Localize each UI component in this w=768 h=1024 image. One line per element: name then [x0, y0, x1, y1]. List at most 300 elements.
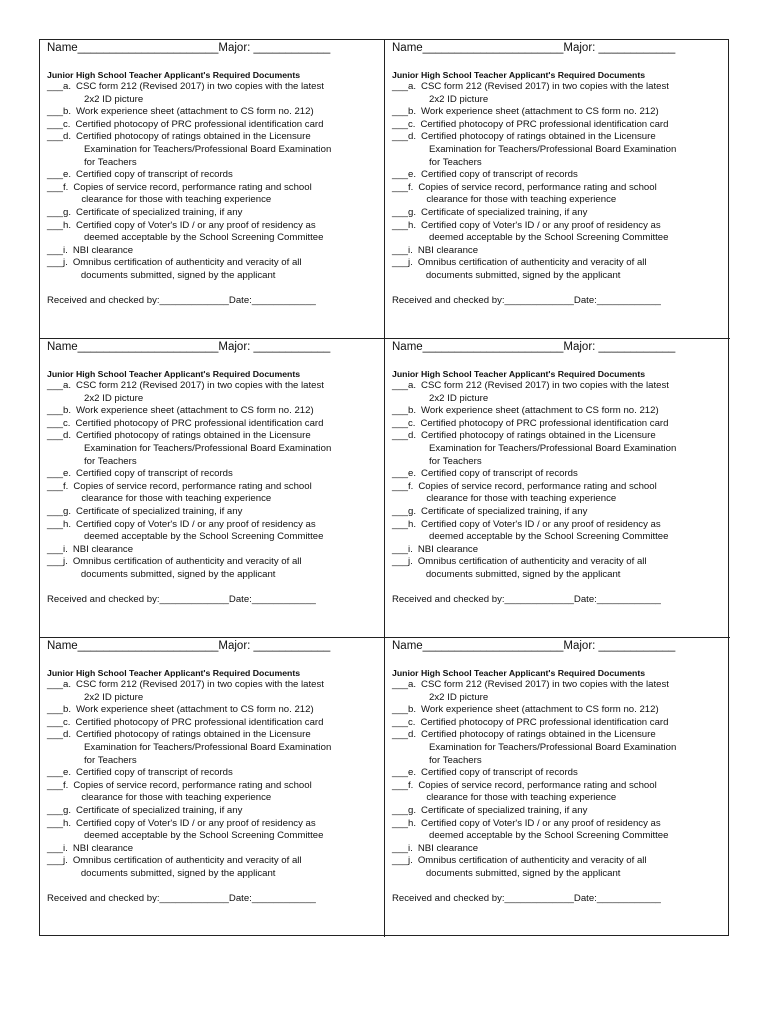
item-text-line: Copies of service record, performance rating and school: [418, 779, 657, 791]
checklist-item: [392, 679, 722, 704]
checklist-item: [392, 119, 722, 132]
item-text-line: for Teachers: [84, 455, 137, 467]
item-text-line: Examination for Teachers/Professional Board Examination: [84, 143, 332, 155]
name-field-label[interactable]: Name______________________: [392, 640, 564, 652]
item-text: [73, 843, 376, 856]
name-field-label[interactable]: Name______________________: [47, 341, 219, 353]
major-field-label[interactable]: Major: ____________: [563, 341, 676, 353]
checklist-heading: Junior High School Teacher Applicant's Required Documents: [47, 369, 301, 379]
item-text-line: CSC form 212 (Revised 2017) in two copies with the latest: [76, 81, 324, 92]
item-text: [76, 106, 376, 119]
document-checklist: [47, 81, 376, 283]
checklist-item: [392, 430, 722, 468]
item-text-line: Certified copy of Voter's ID / or any proof of residency as: [421, 219, 661, 231]
checkbox-blank[interactable]: ___g.: [47, 206, 72, 218]
item-text: [76, 468, 376, 481]
checkbox-blank[interactable]: ___h.: [47, 817, 72, 829]
item-text: [73, 855, 376, 880]
checkbox-blank[interactable]: ___c.: [47, 118, 71, 130]
checklist-item: [392, 182, 722, 207]
checklist-item: [392, 468, 722, 481]
checkbox-blank[interactable]: ___d.: [47, 729, 72, 741]
checklist-item: [47, 207, 376, 220]
checkbox-blank[interactable]: ___j.: [47, 556, 68, 568]
checkbox-blank[interactable]: ___g.: [47, 804, 72, 816]
item-text: [421, 207, 722, 220]
item-text-line: NBI clearance: [417, 244, 479, 256]
checklist-card: [40, 339, 385, 638]
item-text-line: Omnibus certification of authenticity and veracity of all: [417, 257, 647, 269]
item-text: [421, 506, 722, 519]
item-text: [76, 818, 376, 843]
item-text: [418, 257, 722, 282]
checklist-item: [47, 169, 376, 182]
item-text-line: 2x2 ID picture: [429, 93, 489, 105]
name-field-label[interactable]: Name______________________: [392, 42, 564, 54]
item-text: [421, 818, 722, 843]
item-text: [418, 556, 722, 581]
item-text-line: Examination for Teachers/Professional Board Examination: [84, 741, 332, 753]
checklist-item: [47, 818, 376, 843]
checkbox-blank[interactable]: ___e.: [392, 767, 417, 779]
checklist-item: [47, 843, 376, 856]
checklist-item: [47, 430, 376, 468]
checklist-item: [47, 506, 376, 519]
received-checked-line: [47, 594, 376, 606]
item-text: [73, 544, 376, 557]
item-text: [421, 169, 722, 182]
item-text: [76, 767, 376, 780]
received-by-label[interactable]: Received and checked by:_____________: [47, 892, 229, 904]
item-text: [76, 207, 376, 220]
received-by-label[interactable]: Received and checked by:_____________: [392, 593, 574, 605]
checkbox-blank[interactable]: ___i.: [392, 244, 413, 256]
item-text-line: Examination for Teachers/Professional Board Examination: [84, 442, 332, 454]
item-text-line: Certified copy of transcript of records: [76, 468, 233, 480]
checkbox-blank[interactable]: ___c.: [392, 716, 416, 728]
item-text-line: Work experience sheet (attachment to CS form no. 212): [421, 106, 659, 118]
item-text: [76, 729, 376, 767]
checkbox-blank[interactable]: ___d.: [47, 430, 72, 442]
item-text-line: Examination for Teachers/Professional Board Examination: [429, 741, 677, 753]
item-text: [420, 119, 722, 132]
checkbox-blank[interactable]: ___b.: [392, 405, 417, 417]
checklist-item: [47, 780, 376, 805]
checklist-item: [392, 855, 722, 880]
item-text: [421, 704, 722, 717]
item-text: [76, 131, 376, 169]
item-text: [418, 245, 722, 258]
item-text: [75, 418, 376, 431]
checklist-item: [392, 81, 722, 106]
item-text: [76, 430, 376, 468]
checklist-item: [47, 257, 376, 282]
item-text-line: documents submitted, signed by the applicant: [80, 269, 276, 281]
item-text-line: clearance for those with teaching experience: [426, 493, 617, 505]
major-field-label[interactable]: Major: ____________: [218, 42, 331, 54]
item-text-line: Certified photocopy of PRC professional identification card: [420, 417, 669, 429]
item-text-line: Certified photocopy of ratings obtained in the Licensure: [76, 131, 311, 143]
checkbox-blank[interactable]: ___i.: [392, 543, 413, 555]
checklist-item: [47, 767, 376, 780]
checklist-item: [392, 717, 722, 730]
checklist-item: [47, 468, 376, 481]
item-text-line: Examination for Teachers/Professional Board Examination: [429, 442, 677, 454]
major-field-label[interactable]: Major: ____________: [218, 640, 331, 652]
checklist-item: [47, 481, 376, 506]
item-text-line: deemed acceptable by the School Screening Committee: [84, 232, 324, 244]
item-text-line: Certified copy of Voter's ID / or any proof of residency as: [421, 518, 661, 530]
item-text-line: Certified copy of transcript of records: [421, 169, 578, 181]
item-text-line: clearance for those with teaching experience: [426, 792, 617, 804]
item-text-line: for Teachers: [84, 156, 137, 168]
item-text-line: NBI clearance: [72, 244, 134, 256]
item-text-line: Certificate of specialized training, if any: [76, 505, 243, 517]
item-text: [421, 430, 722, 468]
received-by-label[interactable]: Received and checked by:_____________: [47, 294, 229, 306]
checkbox-blank[interactable]: ___d.: [392, 729, 417, 741]
item-text-line: deemed acceptable by the School Screening Committee: [429, 232, 669, 244]
name-field-label[interactable]: Name______________________: [392, 341, 564, 353]
item-text: [421, 106, 722, 119]
item-text-line: Certified photocopy of ratings obtained in the Licensure: [421, 729, 656, 741]
item-text-line: Certificate of specialized training, if any: [421, 804, 588, 816]
checklist-item: [47, 81, 376, 106]
item-text-line: documents submitted, signed by the applicant: [80, 867, 276, 879]
checkbox-blank[interactable]: ___e.: [47, 468, 72, 480]
checkbox-blank[interactable]: ___d.: [392, 131, 417, 143]
checklist-item: [47, 119, 376, 132]
checklist-item: [47, 729, 376, 767]
checkbox-blank[interactable]: ___c.: [392, 118, 416, 130]
item-text-line: Certified copy of Voter's ID / or any proof of residency as: [421, 817, 661, 829]
checkbox-blank[interactable]: ___e.: [47, 169, 72, 181]
document-checklist: [47, 679, 376, 881]
checkbox-blank[interactable]: ___b.: [47, 106, 72, 118]
date-label[interactable]: Date:____________: [228, 294, 316, 306]
checkbox-blank[interactable]: ___f.: [392, 480, 414, 492]
item-text-line: for Teachers: [84, 754, 137, 766]
item-text-line: Copies of service record, performance rating and school: [73, 181, 312, 193]
item-text-line: Copies of service record, performance rating and school: [418, 480, 657, 492]
item-text-line: deemed acceptable by the School Screening Committee: [429, 830, 669, 842]
date-label[interactable]: Date:____________: [228, 892, 316, 904]
checklist-item: [392, 805, 722, 818]
item-text-line: CSC form 212 (Revised 2017) in two copies with the latest: [421, 679, 669, 690]
checklist-heading: Junior High School Teacher Applicant's Required Documents: [392, 369, 646, 379]
item-text-line: deemed acceptable by the School Screening Committee: [84, 531, 324, 543]
checklist-item: [47, 717, 376, 730]
checklist-item: [392, 257, 722, 282]
item-text-line: Omnibus certification of authenticity and veracity of all: [417, 556, 647, 568]
item-text-line: NBI clearance: [417, 842, 479, 854]
item-text: [76, 405, 376, 418]
item-text-line: Omnibus certification of authenticity and veracity of all: [72, 556, 302, 568]
checkbox-blank[interactable]: ___b.: [47, 405, 72, 417]
item-text-line: Certified photocopy of ratings obtained in the Licensure: [76, 729, 311, 741]
item-text: [73, 182, 376, 207]
checkbox-blank[interactable]: ___h.: [392, 219, 417, 231]
item-text: [421, 131, 722, 169]
checklist-item: [47, 220, 376, 245]
item-text-line: Certified copy of transcript of records: [421, 767, 578, 779]
item-text: [75, 119, 376, 132]
item-text-line: Copies of service record, performance rating and school: [73, 779, 312, 791]
item-text-line: for Teachers: [429, 156, 482, 168]
checkbox-blank[interactable]: ___c.: [392, 417, 416, 429]
item-text-line: Omnibus certification of authenticity and veracity of all: [417, 855, 647, 867]
item-text-line: Copies of service record, performance rating and school: [418, 181, 657, 193]
received-checked-line: [392, 295, 722, 307]
item-text: [421, 220, 722, 245]
name-major-line: [47, 339, 376, 354]
checkbox-blank[interactable]: ___a.: [392, 81, 417, 92]
checklist-item: [392, 729, 722, 767]
item-text-line: for Teachers: [429, 754, 482, 766]
item-text-line: Certified photocopy of ratings obtained in the Licensure: [421, 131, 656, 143]
checkbox-blank[interactable]: ___d.: [47, 131, 72, 143]
checklist-item: [392, 418, 722, 431]
checklist-item: [392, 780, 722, 805]
item-text-line: Certified photocopy of PRC professional identification card: [75, 716, 324, 728]
item-text: [73, 257, 376, 282]
checklist-item: [392, 380, 722, 405]
document-checklist: [392, 679, 722, 881]
checkbox-blank[interactable]: ___h.: [392, 817, 417, 829]
checkbox-blank[interactable]: ___g.: [392, 505, 417, 517]
checkbox-blank[interactable]: ___g.: [392, 206, 417, 218]
item-text-line: deemed acceptable by the School Screening Committee: [429, 531, 669, 543]
checkbox-blank[interactable]: ___i.: [47, 842, 68, 854]
checklist-item: [392, 169, 722, 182]
checkbox-blank[interactable]: ___f.: [47, 779, 69, 791]
item-text: [76, 380, 376, 405]
checklist-item: [47, 855, 376, 880]
item-text-line: CSC form 212 (Revised 2017) in two copies with the latest: [76, 380, 324, 391]
name-field-label[interactable]: Name______________________: [47, 42, 219, 54]
item-text: [76, 805, 376, 818]
checklist-item: [47, 556, 376, 581]
item-text-line: Certified copy of transcript of records: [421, 468, 578, 480]
item-text: [418, 843, 722, 856]
item-text-line: Work experience sheet (attachment to CS form no. 212): [76, 106, 314, 118]
checklist-card: [385, 40, 730, 339]
item-text: [76, 220, 376, 245]
checkbox-blank[interactable]: ___d.: [392, 430, 417, 442]
checklist-item: [47, 805, 376, 818]
received-by-label[interactable]: Received and checked by:_____________: [47, 593, 229, 605]
received-by-label[interactable]: Received and checked by:_____________: [392, 294, 574, 306]
item-text: [418, 855, 722, 880]
checkbox-blank[interactable]: ___g.: [392, 804, 417, 816]
item-text: [73, 780, 376, 805]
item-text-line: documents submitted, signed by the applicant: [425, 269, 621, 281]
checkbox-blank[interactable]: ___f.: [392, 779, 414, 791]
item-text: [421, 380, 722, 405]
checkbox-blank[interactable]: ___a.: [47, 81, 72, 92]
checkbox-blank[interactable]: ___i.: [47, 244, 68, 256]
item-text: [76, 704, 376, 717]
major-field-label[interactable]: Major: ____________: [563, 640, 676, 652]
item-text-line: 2x2 ID picture: [84, 93, 144, 105]
checklist-item: [392, 131, 722, 169]
item-text-line: 2x2 ID picture: [429, 392, 489, 404]
item-text-line: 2x2 ID picture: [429, 691, 489, 703]
checklist-item: [47, 679, 376, 704]
item-text-line: 2x2 ID picture: [84, 691, 144, 703]
checklist-card: [40, 638, 385, 937]
item-text-line: documents submitted, signed by the applicant: [425, 867, 621, 879]
item-text-line: Certificate of specialized training, if any: [421, 206, 588, 218]
checkbox-blank[interactable]: ___h.: [47, 518, 72, 530]
date-label[interactable]: Date:____________: [573, 593, 661, 605]
checkbox-blank[interactable]: ___c.: [47, 417, 71, 429]
item-text: [421, 729, 722, 767]
item-text: [73, 556, 376, 581]
item-text: [421, 767, 722, 780]
name-major-line: [47, 638, 376, 653]
item-text-line: NBI clearance: [72, 543, 134, 555]
checkbox-blank[interactable]: ___f.: [47, 181, 69, 193]
item-text: [421, 679, 722, 704]
checklist-item: [392, 220, 722, 245]
item-text: [76, 506, 376, 519]
date-label[interactable]: Date:____________: [573, 892, 661, 904]
item-text-line: Certificate of specialized training, if any: [76, 804, 243, 816]
checklist-item: [392, 544, 722, 557]
checklist-item: [47, 182, 376, 207]
checkbox-blank[interactable]: ___b.: [392, 106, 417, 118]
checklist-item: [392, 704, 722, 717]
checkbox-blank[interactable]: ___e.: [392, 468, 417, 480]
checkbox-blank[interactable]: ___f.: [47, 480, 69, 492]
major-field-label[interactable]: Major: ____________: [218, 341, 331, 353]
checklist-heading: Junior High School Teacher Applicant's Required Documents: [47, 70, 301, 80]
checklist-item: [47, 418, 376, 431]
item-text-line: CSC form 212 (Revised 2017) in two copies with the latest: [76, 679, 324, 690]
checkbox-blank[interactable]: ___c.: [47, 716, 71, 728]
name-field-label[interactable]: Name______________________: [47, 640, 219, 652]
checklist-card: [40, 40, 385, 339]
item-text-line: CSC form 212 (Revised 2017) in two copies with the latest: [421, 81, 669, 92]
item-text-line: Omnibus certification of authenticity and veracity of all: [72, 257, 302, 269]
item-text-line: Certificate of specialized training, if any: [421, 505, 588, 517]
item-text-line: Copies of service record, performance rating and school: [73, 480, 312, 492]
checklist-card: [385, 339, 730, 638]
checklist-item: [47, 245, 376, 258]
checkbox-blank[interactable]: ___i.: [47, 543, 68, 555]
item-text: [421, 468, 722, 481]
received-checked-line: [392, 594, 722, 606]
checklist-sheet: [39, 39, 729, 936]
checkbox-blank[interactable]: ___a.: [392, 679, 417, 690]
checklist-item: [47, 131, 376, 169]
item-text-line: Certified copy of Voter's ID / or any proof of residency as: [76, 219, 316, 231]
checkbox-blank[interactable]: ___h.: [392, 518, 417, 530]
checklist-item: [47, 544, 376, 557]
item-text-line: clearance for those with teaching experience: [81, 194, 272, 206]
item-text-line: Examination for Teachers/Professional Board Examination: [429, 143, 677, 155]
checklist-heading: Junior High School Teacher Applicant's Required Documents: [47, 668, 301, 678]
item-text-line: Certified photocopy of ratings obtained in the Licensure: [421, 430, 656, 442]
item-text-line: clearance for those with teaching experience: [81, 792, 272, 804]
item-text: [75, 717, 376, 730]
item-text: [76, 169, 376, 182]
checkbox-blank[interactable]: ___j.: [47, 257, 68, 269]
checklist-heading: Junior High School Teacher Applicant's Required Documents: [392, 668, 646, 678]
major-field-label[interactable]: Major: ____________: [563, 42, 676, 54]
item-text-line: deemed acceptable by the School Screening Committee: [84, 830, 324, 842]
date-label[interactable]: Date:____________: [228, 593, 316, 605]
checklist-heading: Junior High School Teacher Applicant's Required Documents: [392, 70, 646, 80]
received-by-label[interactable]: Received and checked by:_____________: [392, 892, 574, 904]
checklist-item: [392, 556, 722, 581]
item-text-line: Certified copy of Voter's ID / or any proof of residency as: [76, 817, 316, 829]
item-text-line: Certified copy of transcript of records: [76, 767, 233, 779]
checklist-item: [392, 405, 722, 418]
item-text: [421, 805, 722, 818]
item-text-line: Certified photocopy of PRC professional identification card: [75, 118, 324, 130]
checkbox-blank[interactable]: ___a.: [392, 380, 417, 391]
item-text: [76, 679, 376, 704]
checklist-item: [47, 519, 376, 544]
checklist-item: [47, 405, 376, 418]
item-text-line: Work experience sheet (attachment to CS form no. 212): [76, 704, 314, 716]
checkbox-blank[interactable]: ___b.: [47, 704, 72, 716]
item-text: [421, 81, 722, 106]
checkbox-blank[interactable]: ___h.: [47, 219, 72, 231]
item-text-line: NBI clearance: [72, 842, 134, 854]
item-text-line: Work experience sheet (attachment to CS form no. 212): [76, 405, 314, 417]
item-text: [418, 481, 722, 506]
item-text-line: documents submitted, signed by the applicant: [425, 568, 621, 580]
checkbox-blank[interactable]: ___j.: [392, 257, 413, 269]
checklist-item: [392, 767, 722, 780]
checklist-item: [392, 818, 722, 843]
item-text-line: for Teachers: [429, 455, 482, 467]
item-text-line: Certified copy of transcript of records: [76, 169, 233, 181]
checkbox-blank[interactable]: ___j.: [47, 855, 68, 867]
item-text-line: Certified photocopy of ratings obtained in the Licensure: [76, 430, 311, 442]
item-text-line: Certified photocopy of PRC professional identification card: [75, 417, 324, 429]
item-text-line: Work experience sheet (attachment to CS form no. 212): [421, 704, 659, 716]
item-text-line: NBI clearance: [417, 543, 479, 555]
checkbox-blank[interactable]: ___g.: [47, 505, 72, 517]
checklist-item: [47, 380, 376, 405]
item-text-line: Certified photocopy of PRC professional identification card: [420, 716, 669, 728]
checkbox-blank[interactable]: ___b.: [392, 704, 417, 716]
checklist-item: [392, 843, 722, 856]
checkbox-blank[interactable]: ___j.: [392, 855, 413, 867]
checklist-item: [47, 704, 376, 717]
checkbox-blank[interactable]: ___i.: [392, 842, 413, 854]
item-text: [418, 780, 722, 805]
item-text: [418, 544, 722, 557]
checkbox-blank[interactable]: ___j.: [392, 556, 413, 568]
checkbox-blank[interactable]: ___a.: [47, 679, 72, 690]
name-major-line: [392, 638, 722, 653]
checklist-card: [385, 638, 730, 937]
checklist-item: [392, 481, 722, 506]
checkbox-blank[interactable]: ___e.: [47, 767, 72, 779]
item-text: [421, 405, 722, 418]
item-text-line: clearance for those with teaching experience: [81, 493, 272, 505]
checkbox-blank[interactable]: ___a.: [47, 380, 72, 391]
date-label[interactable]: Date:____________: [573, 294, 661, 306]
checkbox-blank[interactable]: ___f.: [392, 181, 414, 193]
item-text: [73, 481, 376, 506]
checkbox-blank[interactable]: ___e.: [392, 169, 417, 181]
